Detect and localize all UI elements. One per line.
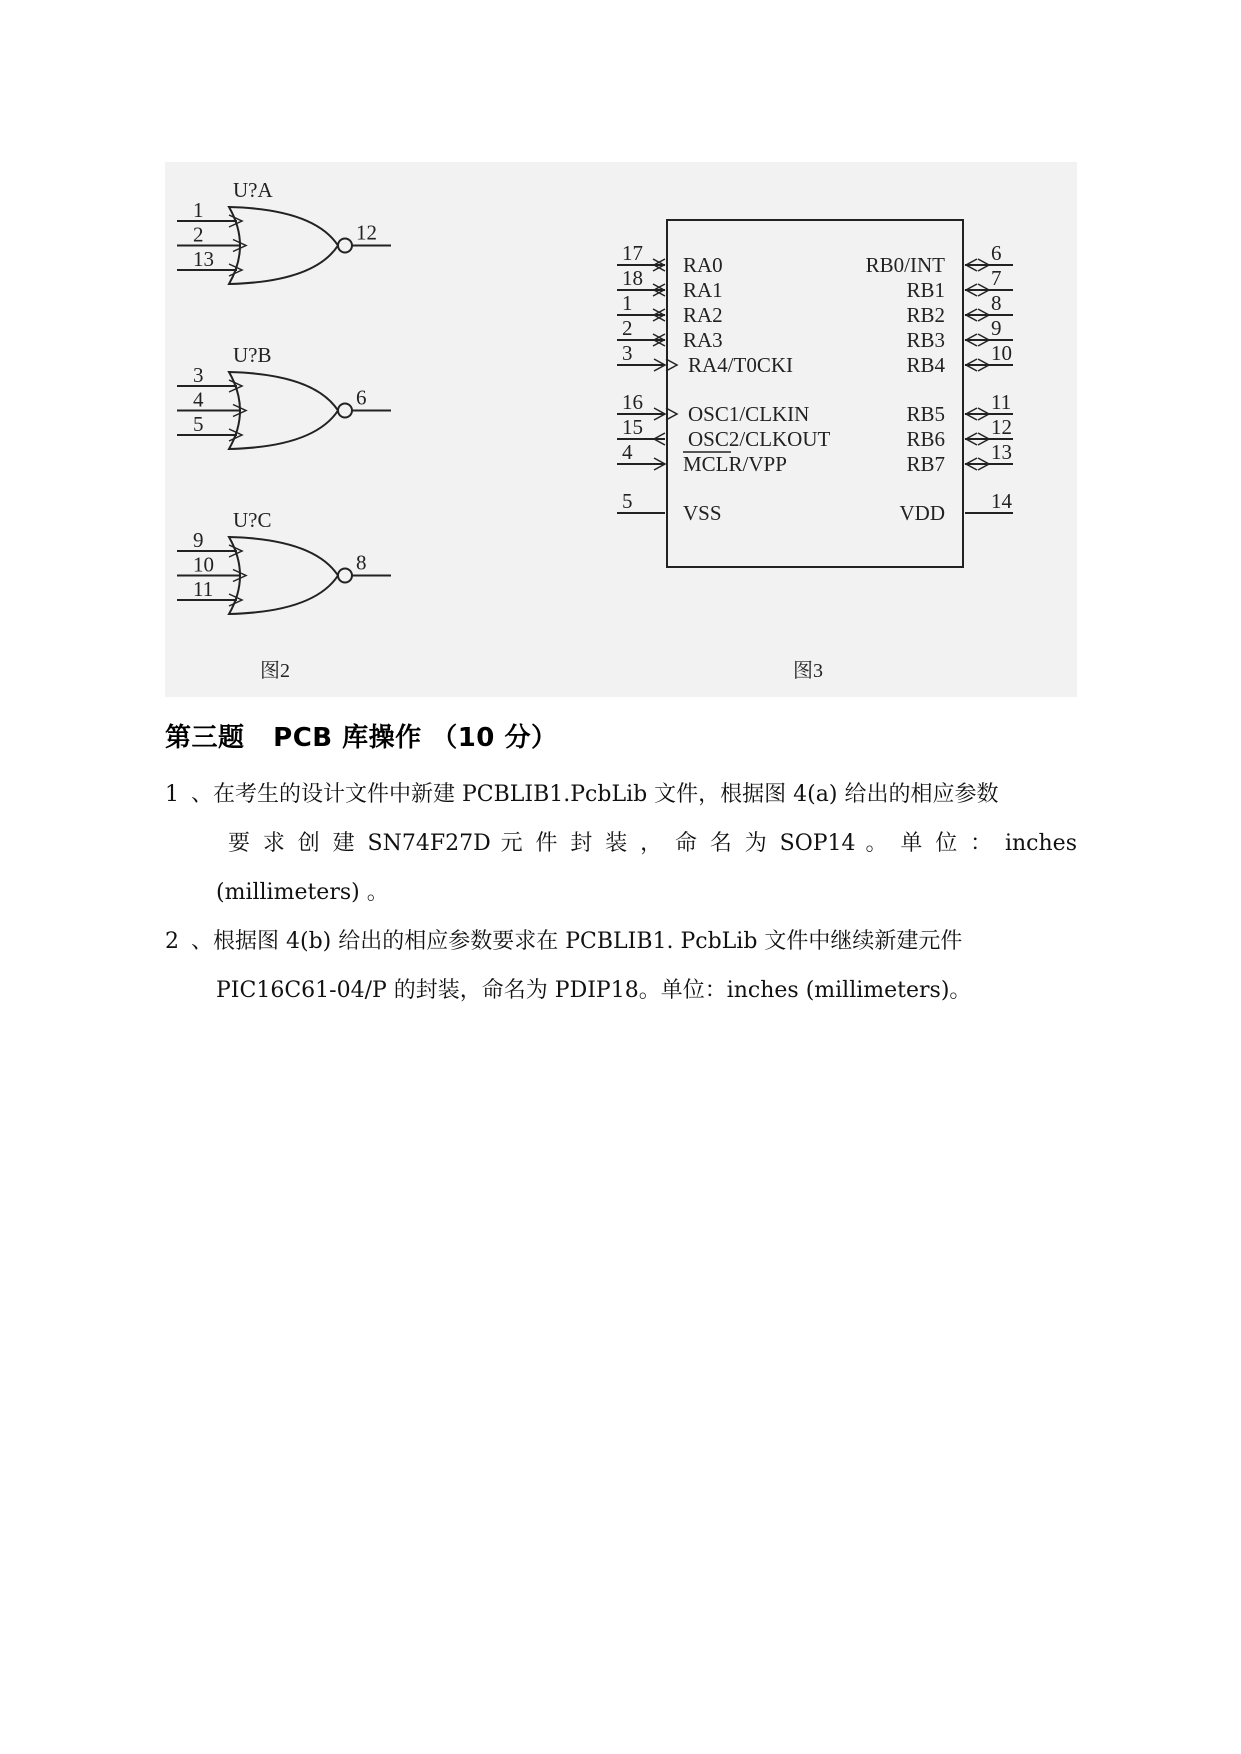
- left-pin-number: 16: [622, 390, 643, 414]
- item1-number: 1: [165, 782, 179, 807]
- left-pin-number: 2: [622, 316, 633, 340]
- right-pin-name: RB0/INT: [865, 253, 945, 277]
- left-pin-name: RA3: [683, 328, 723, 352]
- inverter-bubble: [338, 569, 352, 583]
- output-pin-number: 6: [356, 385, 367, 410]
- item1-text-line1: 、在考生的设计文件中新建 PCBLIB1.PcbLib 文件，根据图 4(a) 给出的相应参数: [191, 782, 999, 807]
- left-pin-number: 5: [622, 489, 633, 513]
- input-pin-number: 5: [193, 412, 204, 436]
- item2-text-line1: 、根据图 4(b) 给出的相应参数要求在 PCBLIB1. PcbLib 文件中继续新建元件: [191, 929, 963, 954]
- item1-line2: 要 求 创 建 SN74F27D 元 件 封 装 ， 命 名 为 SOP14 。 单 位 ： inches: [228, 831, 1077, 856]
- left-pin-number: 17: [622, 241, 643, 265]
- item1-line3: (millimeters) 。: [216, 880, 389, 905]
- figure2-caption: 图2: [260, 660, 290, 682]
- gate-label: U?B: [233, 343, 272, 367]
- right-pin-number: 7: [991, 266, 1002, 290]
- input-pin-number: 2: [193, 222, 204, 247]
- input-pin-number: 10: [193, 552, 214, 577]
- item2-number: 2: [165, 929, 179, 954]
- right-pin-name: RB2: [906, 303, 945, 327]
- right-pin-name: RB4: [906, 353, 945, 377]
- figure3-caption: 图3: [793, 660, 823, 682]
- right-pin-name: RB5: [906, 402, 945, 426]
- schematic-figure: [165, 162, 1077, 697]
- section-title: 第三题 PCB 库操作 （10 分）: [165, 723, 558, 753]
- inverter-bubble: [338, 404, 352, 418]
- gate-label: U?A: [233, 178, 273, 202]
- input-pin-number: 13: [193, 247, 214, 271]
- right-pin-number: 14: [991, 489, 1012, 513]
- right-pin-name: RB6: [906, 427, 945, 451]
- right-pin-name: RB3: [906, 328, 945, 352]
- figure-panel: [165, 162, 1077, 697]
- right-pin-name: VDD: [899, 501, 945, 525]
- left-pin-number: 18: [622, 266, 643, 290]
- left-pin-name: OSC2/CLKOUT: [688, 427, 831, 451]
- input-pin-number: 1: [193, 198, 204, 222]
- item2-line2: PIC16C61-04/P 的封装，命名为 PDIP18。单位：inches (millimeters)。: [216, 978, 972, 1003]
- output-pin-number: 8: [356, 550, 367, 575]
- output-pin-number: 12: [356, 220, 377, 245]
- left-pin-name: OSC1/CLKIN: [688, 402, 810, 426]
- item2-line1: [165, 917, 962, 966]
- left-pin-number: 1: [622, 291, 633, 315]
- left-pin-name: VSS: [683, 501, 722, 525]
- gate-label: U?C: [233, 508, 272, 532]
- input-pin-number: 3: [193, 363, 204, 387]
- left-pin-number: 4: [622, 440, 633, 464]
- left-pin-number: 15: [622, 415, 643, 439]
- left-pin-name: MCLR/VPP: [683, 452, 787, 476]
- right-pin-name: RB7: [906, 452, 945, 476]
- left-pin-name: RA2: [683, 303, 723, 327]
- right-pin-number: 12: [991, 415, 1012, 439]
- left-pin-name: RA1: [683, 278, 723, 302]
- input-pin-number: 4: [193, 387, 204, 412]
- item1-line1: [165, 770, 998, 819]
- inverter-bubble: [338, 239, 352, 253]
- right-pin-name: RB1: [906, 278, 945, 302]
- left-pin-name: RA4/T0CKI: [688, 353, 793, 377]
- right-pin-number: 9: [991, 316, 1002, 340]
- left-pin-name: RA0: [683, 253, 723, 277]
- input-pin-number: 11: [193, 577, 214, 601]
- right-pin-number: 6: [991, 241, 1002, 265]
- left-pin-number: 3: [622, 341, 633, 365]
- right-pin-number: 11: [991, 390, 1012, 414]
- input-pin-number: 9: [193, 528, 204, 552]
- right-pin-number: 13: [991, 440, 1012, 464]
- right-pin-number: 8: [991, 291, 1002, 315]
- right-pin-number: 10: [991, 341, 1012, 365]
